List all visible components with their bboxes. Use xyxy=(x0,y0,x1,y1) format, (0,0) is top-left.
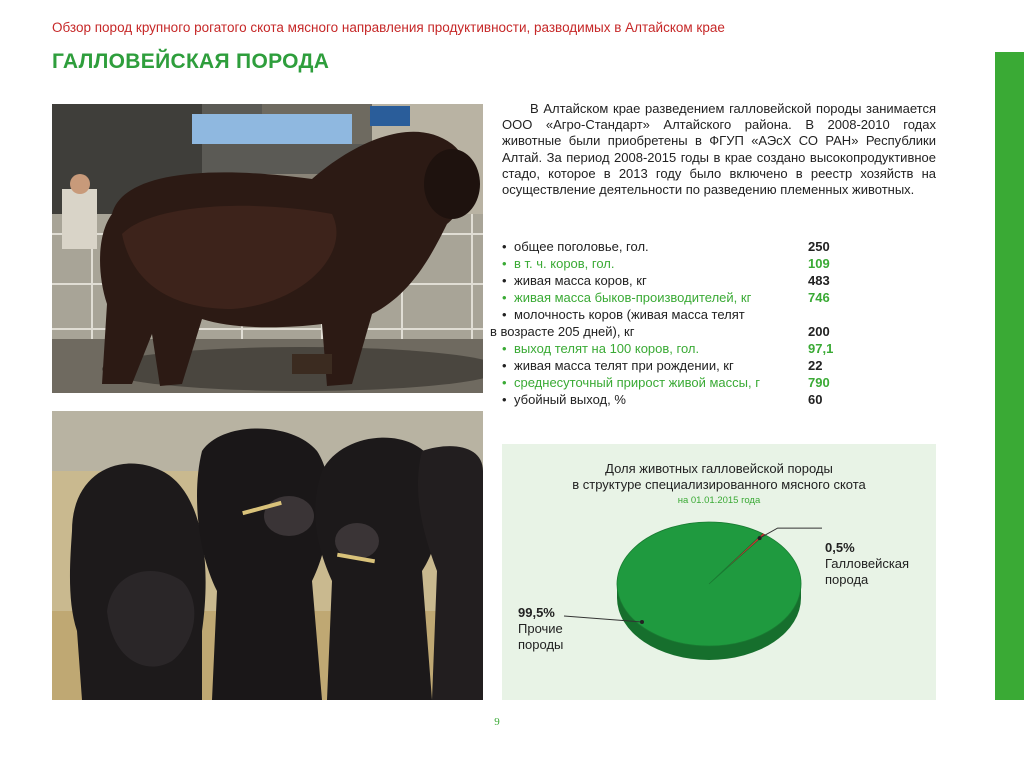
page-number: 9 xyxy=(494,716,500,728)
pie-chart-panel xyxy=(502,444,936,700)
stat-row: • живая масса коров, кг 483 xyxy=(502,272,842,289)
stat-label: среднесуточный прирост живой массы, г xyxy=(514,375,760,390)
pie-slice-other xyxy=(617,522,801,646)
stat-value: 109 xyxy=(808,256,830,271)
slice-name-galloway-line1: Галловейская xyxy=(825,556,910,571)
stat-value: 200 xyxy=(808,324,830,339)
slice-value-other: 99,5% xyxy=(518,605,555,620)
stat-value: 483 xyxy=(808,273,830,288)
chart-subtitle: на 01.01.2015 года xyxy=(677,495,761,506)
stat-value: 97,1 xyxy=(808,341,834,356)
chart-title-line1: Доля животных галловейской породы xyxy=(605,461,833,476)
stat-row: • живая масса быков-производителей, кг 746 xyxy=(502,289,842,306)
stat-row: • живая масса телят при рождении, кг 22 xyxy=(502,357,842,374)
stat-value: 250 xyxy=(808,239,830,254)
stat-value: 22 xyxy=(808,358,823,373)
stat-label: убойный выход, % xyxy=(514,392,626,407)
slice-value-galloway: 0,5% xyxy=(825,540,855,555)
stat-row: • молочность коров (живая масса телят в возрасте 205 дней), кг 200 xyxy=(502,306,842,340)
slice-name-other-line2: породы xyxy=(518,637,564,652)
stat-value: 60 xyxy=(808,392,823,407)
stat-row: • выход телят на 100 коров, гол. 97,1 xyxy=(502,340,842,357)
slice-name-galloway-line2: порода xyxy=(825,572,869,587)
stats-list xyxy=(490,238,842,408)
chart-title-line2: в структуре специализированного мясного скота xyxy=(572,477,866,492)
slice-label-other xyxy=(518,605,563,653)
stat-label: в т. ч. коров, гол. xyxy=(514,256,615,271)
leader-dot-galloway xyxy=(758,536,762,540)
stat-row: • среднесуточный прирост живой массы, г 790 xyxy=(502,374,842,391)
stat-label: живая масса телят при рождении, кг xyxy=(514,358,734,373)
slice-label-galloway xyxy=(825,540,909,588)
stat-label: выход телят на 100 коров, гол. xyxy=(514,341,700,356)
stat-row: • общее поголовье, гол. 250 xyxy=(502,238,842,255)
document-subtitle: Обзор пород крупного рогатого скота мясного направления продуктивности, разводимых в Алтайском крае xyxy=(52,20,725,35)
stat-label-line2: в возрасте 205 дней), кг xyxy=(490,324,635,339)
intro-paragraph: В Алтайском крае разведением галловейской породы занимается ООО «Агро-Стандарт» Алтайского района. В 2008-2010 годах животные были приобретены в ФГУП «АЭсХ СО РАН» Республики Алтай. За период 2008-2015 годы в крае создано высокопродуктивное стадо, которое в 2013 году было включено в реестр хозяйств на осуществление деятельности по разведению племенных животных. xyxy=(502,101,936,198)
stat-label: живая масса коров, кг xyxy=(514,273,647,288)
photo-galloway-calves xyxy=(52,411,483,700)
chart-title xyxy=(502,461,936,493)
stat-label: живая масса быков-производителей, кг xyxy=(514,290,752,305)
leader-dot-other xyxy=(640,620,644,624)
stat-label: молочность коров (живая масса телят xyxy=(514,307,745,322)
slice-name-other-line1: Прочие xyxy=(518,621,563,636)
stat-row: • в т. ч. коров, гол. 109 xyxy=(502,255,842,272)
photo-galloway-bull xyxy=(52,104,483,393)
stat-row: • убойный выход, % 60 xyxy=(502,391,842,408)
breed-title: ГАЛЛОВЕЙСКАЯ ПОРОДА xyxy=(52,50,330,73)
stat-value: 790 xyxy=(808,375,830,390)
stat-label: общее поголовье, гол. xyxy=(514,239,649,254)
green-side-bar xyxy=(995,52,1024,700)
stat-value: 746 xyxy=(808,290,830,305)
